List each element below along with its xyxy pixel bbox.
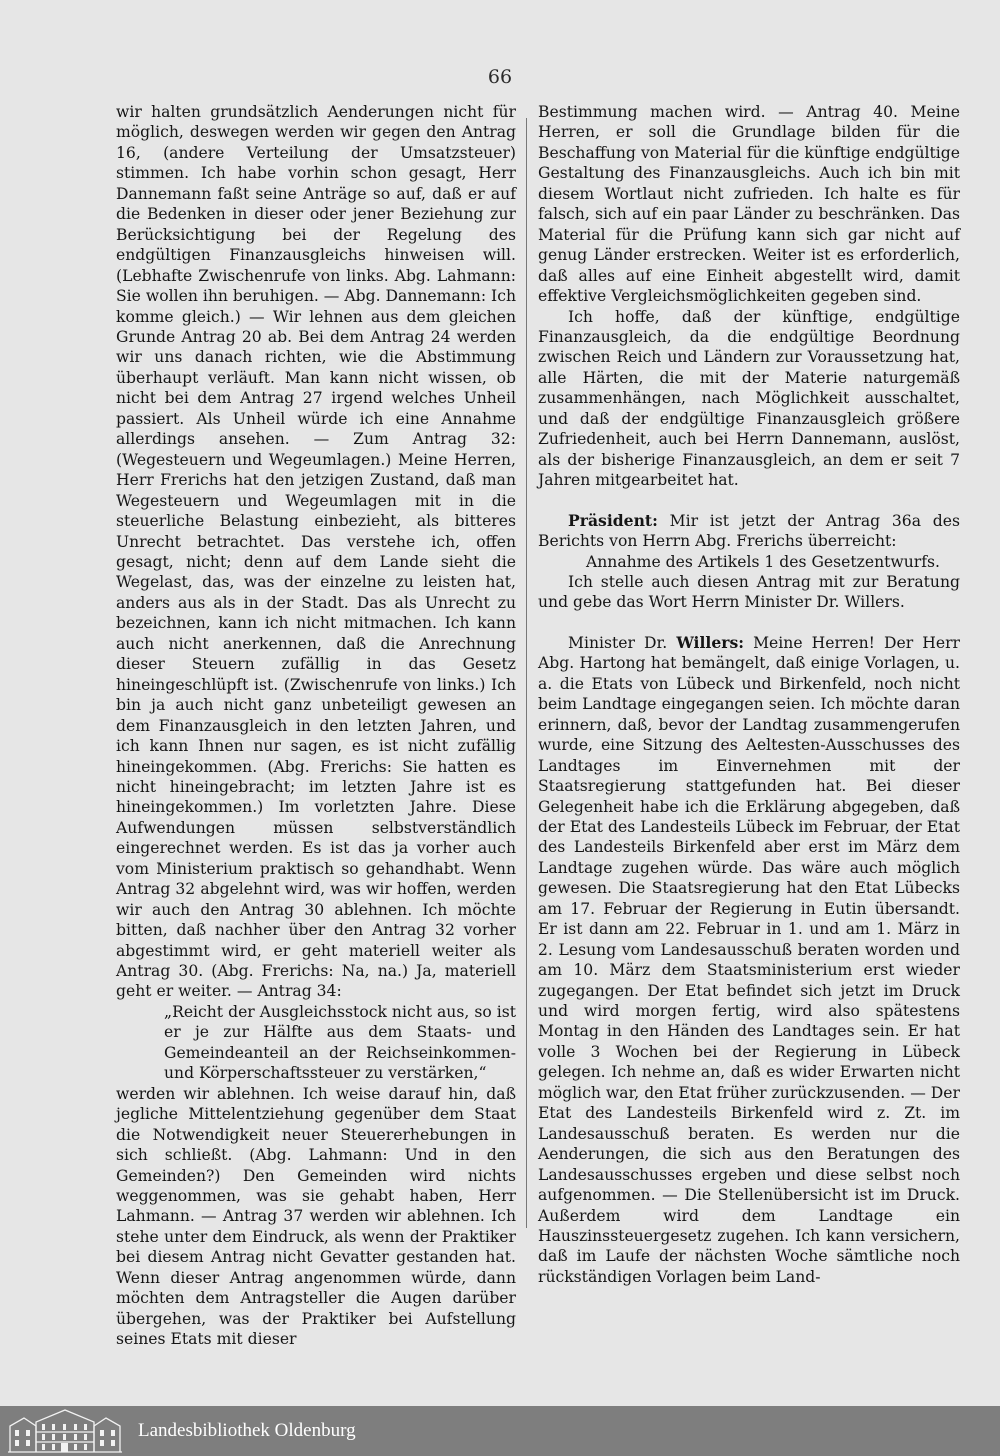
speaker-president: Präsident: [568, 510, 658, 530]
paragraph: wir halten grundsätzlich Aenderungen nicht für möglich, deswegen werden wir gegen den Antrag 16, (andere Verteilung der Umsatzsteuer) stimmen. Ich habe vorhin schon gesagt, Herr Dannemann faßt seine Anträge so auf, daß er auf die Bedenken in dieser oder jener Beziehung zur Berücksichtigung bei der Regelung des endgültigen Finanzausgleichs hinweisen will. (Lebhafte Zwischenrufe von links. Abg. Lahmann: Sie wollen ihn beruhigen. — Abg. Dannemann: Ich komme gleich.) — Wir lehnen aus dem gleichen Grunde Antrag 20 ab. Bei dem Antrag 24 werden wir uns danach richten, wie die Abstimmung überhaupt verläuft. Man kann nicht wissen, ob nicht bei dem Antrag 27 irgend welches Unheil passiert. Als Unheil würde ich eine Annahme allerdings ansehen. — Zum Antrag 32: (Wegesteuern und Wegeumlagen.) Meine Herren, Herr Frerichs hat den jetzigen Zustand, daß man Wegesteuern und Wegeumlagen mit in die steuerliche Belastung einbezieht, als bitteres Unrecht betrachtet. Das verstehe ich, offen gesagt, nicht; denn auf dem Lande sieht die Wegelast, das, was der einzelne zu leisten hat, anders aus als in der Stadt. Das als Unrecht zu bezeichnen, kann ich nicht mitmachen. Ich kann auch nicht anerkennen, daß die Anrechnung dieser Steuern zufällig in das Gesetz hineingeschlüpft ist. (Zwischenrufe von links.) Ich bin ja auch nicht ganz unbeteiligt gewesen an dem Finanzausgleich in den letzten Jahren, und ich kann Ihnen nur sagen, es ist nicht zufällig hineingekommen. (Abg. Frerichs: Sie hatten es nicht hineingebracht; im letzten Jahre ist es hineingekommen.) Im vorletzten Jahre. Diese Aufwendungen müssen selbstverständlich eingerechnet werden. Es ist das ja vorher auch vom Ministerium praktisch so gehandhabt. Wenn Antrag 32 abgelehnt wird, was wir hoffen, werden wir auch den Antrag 30 ablehnen. Ich möchte bitten, daß nachher über den Antrag 32 vorher abgestimmt wird, er geht materiell weiter als Antrag 30. (Abg. Frerichs: Na, na.) Ja, materiell geht er weiter. — Antrag 34: [116, 103, 516, 1001]
paragraph: Bestimmung machen wird. — Antrag 40. Meine Herren, er soll die Grundlage bilden für die Beschaffung von Material für die künftige endgültige Gestaltung des Finanzausgleichs. Auch ich bin mit diesem Wortlaut nicht zufrieden. Ich halte es für falsch, sich auf ein paar Länder zu beschränken. Das Material für die Prüfung kann sich gar nicht auf genug Länder erstrecken. Weiter ist es erforderlich, daß alles auf eine Einheit abgestellt wird, damit effektive Vergleichsmöglichkeiten gegeben sind. [538, 103, 960, 306]
speaker-title: Minister Dr. [568, 633, 668, 652]
column-divider [526, 118, 527, 1228]
library-name: Landesbibliothek Oldenburg [138, 1420, 356, 1441]
left-column [116, 102, 516, 1350]
page-number: 66 [487, 66, 513, 88]
footer-bar [0, 1406, 1000, 1456]
paragraph: werden wir ablehnen. Ich weise darauf hin, daß jegliche Mittelentziehung gegenüber dem Staat die Notwendigkeit neuer Steuererhebungen in sich schließt. (Abg. Lahmann: Und in den Gemeinden?) Den Gemeinden wird nichts weggenommen, was sie gehabt haben, Herr Lahmann. — Antrag 37 werden wir ablehnen. Ich stehe unter dem Eindruck, als wenn der Praktiker bei diesem Antrag nicht Gevatter gestanden hat. Wenn dieser Antrag angenommen würde, dann möchten dem Antragsteller die Augen darüber übergehen, was der Praktiker bei Aufstellung seines Etats mit dieser [116, 1084, 516, 1349]
library-building-icon [6, 1406, 124, 1456]
statement-text: Mir ist jetzt der Antrag 36a des Berichts von Herrn Abg. Frerichs überreicht: [538, 511, 960, 551]
speaker-minister: Willers: [676, 632, 744, 652]
statement-text: Meine Herren! Der Herr Abg. Hartong hat bemängelt, daß einige Vorlagen, u. a. die Etats von Lübeck und Birkenfeld, noch nicht beim Landtage eingegangen seien. Ich möchte daran erinnern, daß, bevor der Landtag zusammengerufen wurde, eine Sitzung des Aeltesten-Ausschusses des Landtages im Einvernehmen mit der Staatsregierung stattgefunden hat. Bei dieser Gelegenheit habe ich die Erklärung abgegeben, daß der Etat des Landesteils Lübeck im Februar, der Etat des Landesteils Birkenfeld aber erst im März dem Landtage zugehen würde. Das wäre auch möglich gewesen. Die Staatsregierung hat den Etat Lübecks am 17. Februar der Regierung in Eutin übersandt. Er ist dann am 22. Februar in 1. und am 1. März in 2. Lesung vom Landesausschuß beraten worden und am 10. März dem Staatsministerium erst wieder zugegangen. Der Etat befindet sich jetzt im Druck und wird morgen fertig, wird also spätestens Montag in den Händen des Landtages sein. Er hat volle 3 Wochen bei der Regierung in Lübeck gelegen. Ich nehme an, daß es wider Erwarten nicht möglich war, den Etat früher zurückzusenden. — Der Etat des Landesteils Birkenfeld wird z. Zt. im Landesausschuß beraten. Es werden nur die Aenderungen, die sich aus den Beratungen des Landesausschusses ergeben und diese selbst noch aufgenommen. — Die Stellenübersicht ist im Druck. Außerdem wird dem Landtage ein Hauszinssteuergesetz zugehen. Ich kann versichern, daß im Laufe der nächsten Woche sämtliche noch rückständigen Vorlagen beim Land- [538, 633, 960, 1286]
right-column [538, 102, 960, 1287]
paragraph: Ich hoffe, daß der künftige, endgültige Finanzausgleich, da die endgültige Beordnung zwischen Reich und Ländern zur Voraussetzung hat, alle Härten, die mit der Materie naturgemäß zusammenhängen, nach Möglichkeit ausschaltet, und daß der endgültige Finanzausgleich größere Zufriedenheit, auch bei Herrn Dannemann, auslöst, als der bisherige Finanzausgleich, an dem er seit 7 Jahren mitgearbeitet hat. [538, 307, 960, 490]
minister-statement [538, 633, 960, 1288]
quoted-motion: „Reicht der Ausgleichsstock nicht aus, so ist er je zur Hälfte aus dem Staats- und Gemeindeanteil an der Reichseinkommen- und Körperschaftssteuer zu verstärken,“ [164, 1002, 516, 1083]
paragraph: Ich stelle auch diesen Antrag mit zur Beratung und gebe das Wort Herrn Minister Dr. Willers. [538, 572, 960, 612]
president-statement [538, 511, 960, 552]
quoted-motion: Annahme des Artikels 1 des Gesetzentwurfs. [586, 552, 940, 571]
